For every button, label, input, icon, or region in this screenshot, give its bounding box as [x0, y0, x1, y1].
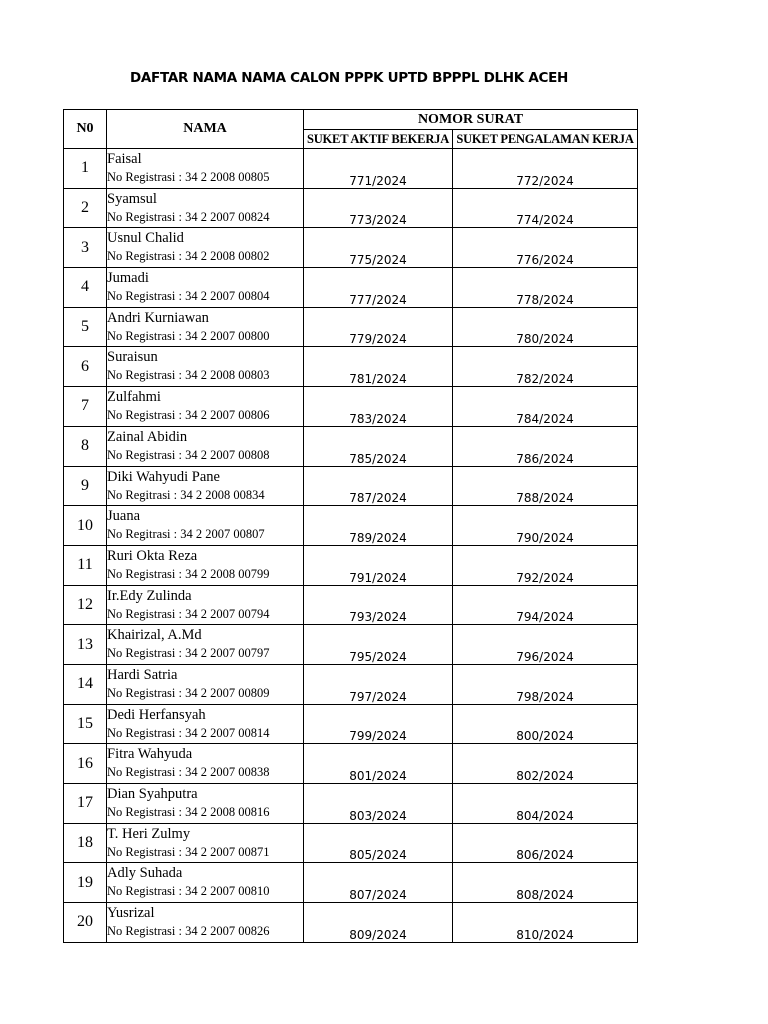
- suket-pengalaman-number: 776/2024: [453, 228, 638, 268]
- suket-aktif-number: 781/2024: [304, 347, 453, 387]
- suket-aktif-number: 797/2024: [304, 664, 453, 704]
- table-row: [64, 664, 638, 704]
- suket-aktif-number: 799/2024: [304, 704, 453, 744]
- suket-pengalaman-number: 772/2024: [453, 149, 638, 189]
- row-number: 1: [64, 149, 107, 189]
- suket-pengalaman-number: 774/2024: [453, 188, 638, 228]
- name-cell: [107, 585, 304, 625]
- table-row: [64, 387, 638, 427]
- name-cell: [107, 863, 304, 903]
- name-cell: [107, 823, 304, 863]
- name-cell: [107, 268, 304, 308]
- registration-number: No Regitrasi : 34 2 2008 00834: [107, 487, 265, 502]
- registration-number: No Registrasi : 34 2 2007 00809: [107, 685, 270, 700]
- registration-number: No Registrasi : 34 2 2007 00824: [107, 209, 270, 224]
- suket-aktif-number: 785/2024: [304, 426, 453, 466]
- name-cell: [107, 784, 304, 824]
- registration-number: No Registrasi : 34 2 2007 00838: [107, 765, 270, 780]
- table-row: [64, 784, 638, 824]
- name-cell: [107, 664, 304, 704]
- suket-pengalaman-number: 780/2024: [453, 307, 638, 347]
- registration-number: No Registrasi : 34 2 2007 00800: [107, 328, 270, 343]
- row-number: 9: [64, 466, 107, 506]
- table-row: [64, 704, 638, 744]
- row-number: 12: [64, 585, 107, 625]
- suket-aktif-number: 771/2024: [304, 149, 453, 189]
- name-cell: [107, 228, 304, 268]
- table-row: [64, 823, 638, 863]
- registration-number: No Registrasi : 34 2 2007 00806: [107, 408, 270, 423]
- suket-pengalaman-number: 810/2024: [453, 903, 638, 943]
- table-row: [64, 347, 638, 387]
- registration-number: No Registrasi : 34 2 2008 00803: [107, 368, 270, 383]
- name-cell: [107, 347, 304, 387]
- candidate-name: Syamsul: [107, 190, 157, 207]
- registration-number: No Registrasi : 34 2 2008 00816: [107, 805, 270, 819]
- registration-number: No Registrasi : 34 2 2007 00871: [107, 844, 270, 859]
- suket-pengalaman-number: 804/2024: [453, 784, 638, 824]
- suket-aktif-number: 787/2024: [304, 466, 453, 506]
- table-row: [64, 625, 638, 665]
- suket-aktif-number: 809/2024: [304, 903, 453, 943]
- candidate-name: Hardi Satria: [107, 666, 178, 683]
- table-row: [64, 307, 638, 347]
- candidate-name: Juana: [107, 508, 141, 525]
- header-no: N0: [64, 110, 107, 149]
- row-number: 15: [64, 704, 107, 744]
- candidate-name: Ir.Edy Zulinda: [107, 587, 192, 604]
- row-number: 19: [64, 863, 107, 903]
- suket-pengalaman-number: 788/2024: [453, 466, 638, 506]
- registration-number: No Registrasi : 34 2 2007 00810: [107, 884, 270, 899]
- registration-number: No Regitrasi : 34 2 2007 00807: [107, 527, 265, 542]
- candidate-name: Khairizal, A.Md: [107, 627, 202, 644]
- table-row: [64, 268, 638, 308]
- suket-pengalaman-number: 808/2024: [453, 863, 638, 903]
- suket-aktif-number: 783/2024: [304, 387, 453, 427]
- name-cell: [107, 426, 304, 466]
- row-number: 8: [64, 426, 107, 466]
- suket-pengalaman-number: 786/2024: [453, 426, 638, 466]
- suket-pengalaman-number: 800/2024: [453, 704, 638, 744]
- name-cell: [107, 744, 304, 784]
- suket-aktif-number: 807/2024: [304, 863, 453, 903]
- table-row: [64, 585, 638, 625]
- table-row: [64, 188, 638, 228]
- candidate-name: Zainal Abidin: [107, 428, 188, 445]
- row-number: 5: [64, 307, 107, 347]
- row-number: 18: [64, 823, 107, 863]
- name-cell: [107, 545, 304, 585]
- candidate-name: Dian Syahputra: [107, 786, 198, 802]
- suket-pengalaman-number: 784/2024: [453, 387, 638, 427]
- suket-aktif-number: 777/2024: [304, 268, 453, 308]
- suket-aktif-number: 773/2024: [304, 188, 453, 228]
- header-suket-aktif-bekerja: SUKET AKTIF BEKERJA: [304, 130, 453, 149]
- table-row: [64, 228, 638, 268]
- registration-number: No Registrasi : 34 2 2007 00814: [107, 725, 270, 740]
- header-row: [64, 110, 638, 130]
- suket-aktif-number: 795/2024: [304, 625, 453, 665]
- name-cell: [107, 466, 304, 506]
- candidate-name: Zulfahmi: [107, 389, 161, 406]
- row-number: 17: [64, 784, 107, 824]
- table-row: [64, 903, 638, 943]
- name-cell: [107, 704, 304, 744]
- registration-number: No Registrasi : 34 2 2008 00805: [107, 170, 270, 184]
- candidate-name: Adly Suhada: [107, 865, 183, 882]
- suket-aktif-number: 789/2024: [304, 506, 453, 546]
- candidate-name: Jumadi: [107, 270, 149, 287]
- registration-number: No Registrasi : 34 2 2007 00797: [107, 646, 270, 661]
- table-row: [64, 506, 638, 546]
- candidate-name: Yusrizal: [107, 905, 155, 922]
- row-number: 7: [64, 387, 107, 427]
- candidate-name: Fitra Wahyuda: [107, 746, 193, 763]
- row-number: 20: [64, 903, 107, 943]
- name-cell: [107, 387, 304, 427]
- registration-number: No Registrasi : 34 2 2008 00799: [107, 566, 270, 581]
- table-body: [64, 149, 638, 943]
- suket-aktif-number: 779/2024: [304, 307, 453, 347]
- name-cell: [107, 149, 304, 189]
- table-row: [64, 426, 638, 466]
- candidate-name: T. Heri Zulmy: [107, 825, 191, 842]
- header-nomor-surat: NOMOR SURAT: [304, 110, 638, 130]
- row-number: 16: [64, 744, 107, 784]
- table-row: [64, 744, 638, 784]
- row-number: 14: [64, 664, 107, 704]
- candidate-name: Andri Kurniawan: [107, 309, 209, 326]
- candidate-table: [63, 109, 638, 943]
- registration-number: No Registrasi : 34 2 2007 00808: [107, 447, 270, 462]
- name-cell: [107, 307, 304, 347]
- name-cell: [107, 188, 304, 228]
- candidate-name: Ruri Okta Reza: [107, 547, 198, 564]
- table-row: [64, 149, 638, 189]
- suket-aktif-number: 791/2024: [304, 545, 453, 585]
- name-cell: [107, 903, 304, 943]
- document-title: DAFTAR NAMA NAMA CALON PPPK UPTD BPPPL DLHK ACEH: [129, 70, 569, 86]
- suket-pengalaman-number: 794/2024: [453, 585, 638, 625]
- row-number: 2: [64, 188, 107, 228]
- row-number: 3: [64, 228, 107, 268]
- header-nama: NAMA: [107, 110, 304, 149]
- name-cell: [107, 506, 304, 546]
- candidate-name: Dedi Herfansyah: [107, 706, 206, 723]
- suket-pengalaman-number: 782/2024: [453, 347, 638, 387]
- suket-pengalaman-number: 806/2024: [453, 823, 638, 863]
- suket-pengalaman-number: 798/2024: [453, 664, 638, 704]
- suket-pengalaman-number: 792/2024: [453, 545, 638, 585]
- name-cell: [107, 625, 304, 665]
- suket-aktif-number: 803/2024: [304, 784, 453, 824]
- suket-aktif-number: 801/2024: [304, 744, 453, 784]
- table-row: [64, 545, 638, 585]
- candidate-name: Usnul Chalid: [107, 230, 184, 247]
- suket-pengalaman-number: 790/2024: [453, 506, 638, 546]
- row-number: 13: [64, 625, 107, 665]
- suket-aktif-number: 793/2024: [304, 585, 453, 625]
- candidate-name: Suraisun: [107, 349, 158, 366]
- row-number: 11: [64, 545, 107, 585]
- row-number: 10: [64, 506, 107, 546]
- candidate-name: Diki Wahyudi Pane: [107, 468, 220, 485]
- suket-pengalaman-number: 796/2024: [453, 625, 638, 665]
- row-number: 6: [64, 347, 107, 387]
- suket-aktif-number: 775/2024: [304, 228, 453, 268]
- registration-number: No Registrasi : 34 2 2008 00802: [107, 249, 270, 264]
- candidate-name: Faisal: [107, 151, 142, 167]
- suket-aktif-number: 805/2024: [304, 823, 453, 863]
- suket-pengalaman-number: 802/2024: [453, 744, 638, 784]
- registration-number: No Registrasi : 34 2 2007 00826: [107, 924, 270, 939]
- table-row: [64, 863, 638, 903]
- row-number: 4: [64, 268, 107, 308]
- header-suket-pengalaman-kerja: SUKET PENGALAMAN KERJA: [453, 130, 638, 149]
- suket-pengalaman-number: 778/2024: [453, 268, 638, 308]
- table-row: [64, 466, 638, 506]
- registration-number: No Registrasi : 34 2 2007 00804: [107, 289, 270, 304]
- registration-number: No Registrasi : 34 2 2007 00794: [107, 606, 270, 621]
